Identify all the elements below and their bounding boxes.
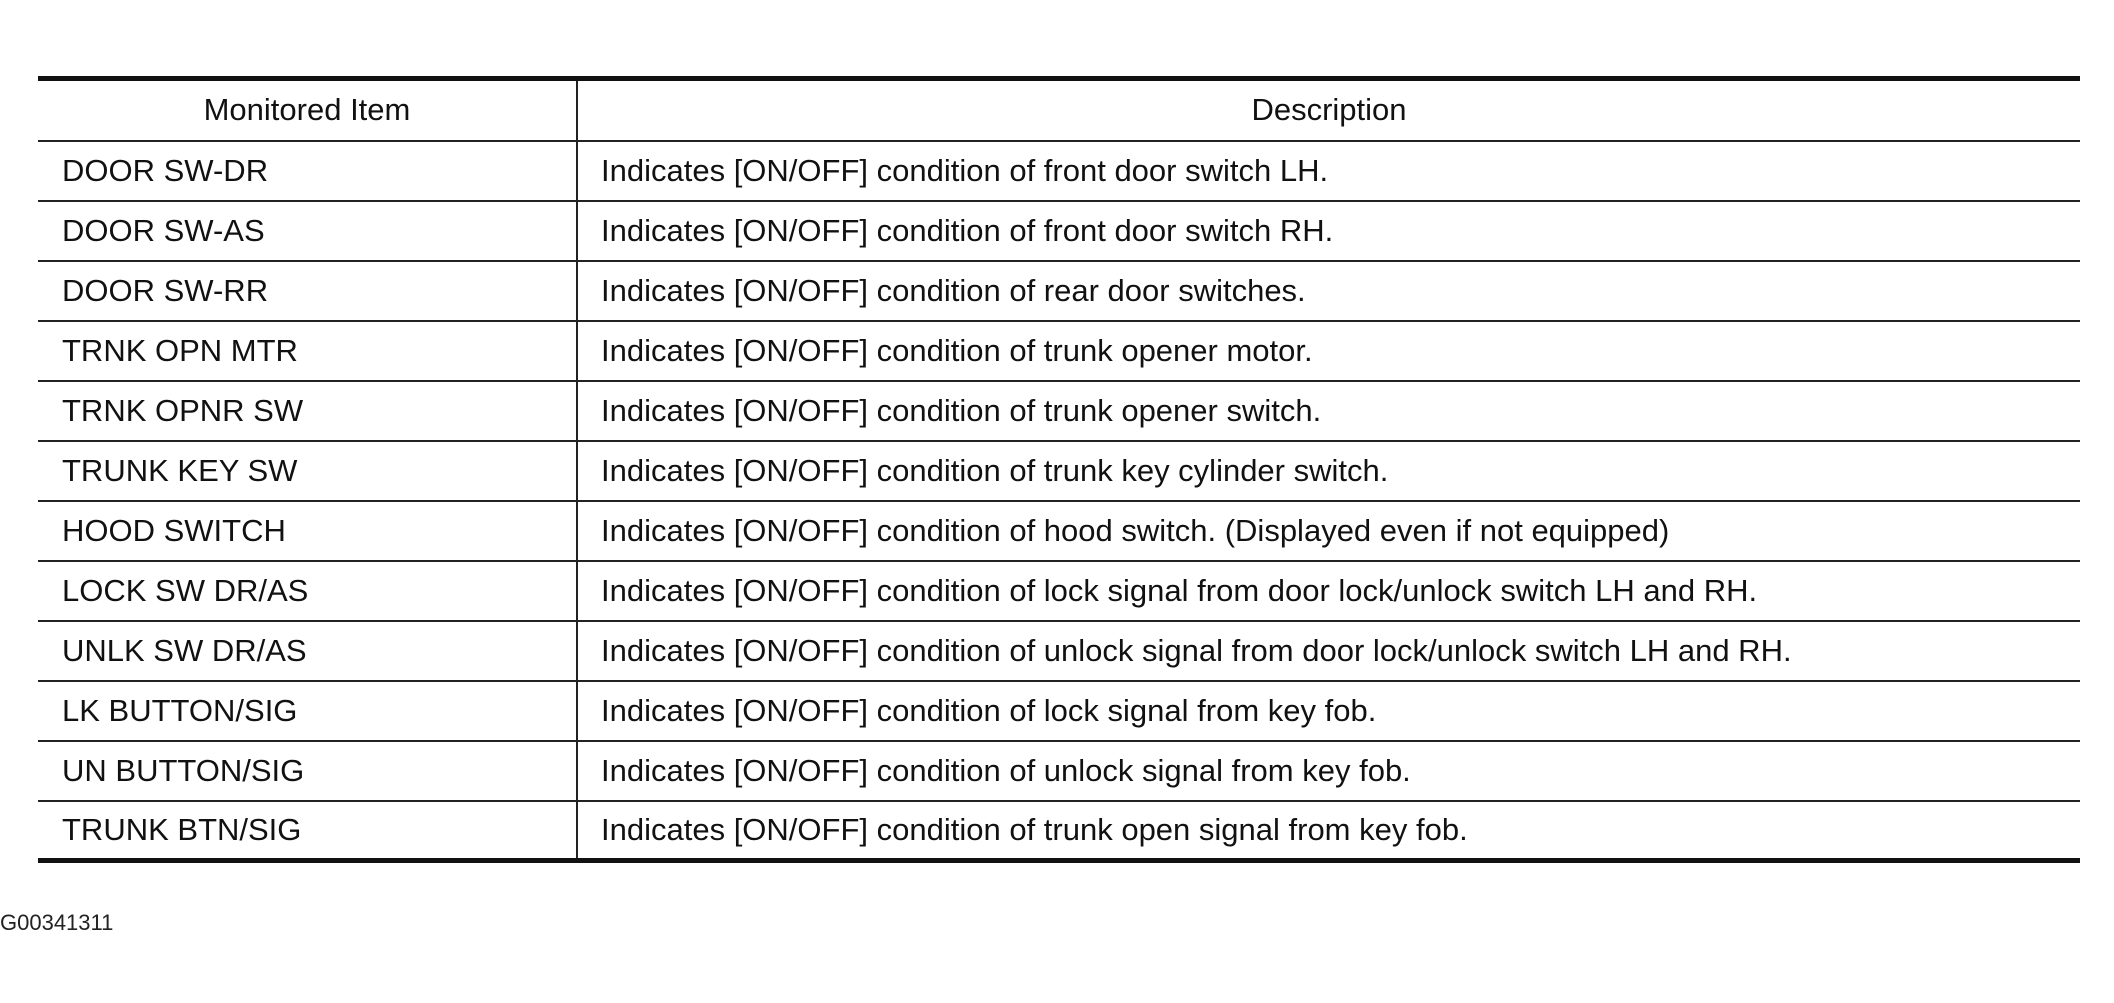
- monitored-item-cell: UN BUTTON/SIG: [38, 741, 577, 801]
- table-row: [38, 501, 2080, 561]
- table-row: [38, 621, 2080, 681]
- monitored-item-cell: DOOR SW-RR: [38, 261, 577, 321]
- monitored-items-table: [38, 76, 2080, 863]
- monitored-item-cell: DOOR SW-AS: [38, 201, 577, 261]
- table-row: [38, 561, 2080, 621]
- table-row: [38, 801, 2080, 861]
- description-cell: Indicates [ON/OFF] condition of trunk key cylinder switch.: [577, 441, 2080, 501]
- table-row: [38, 741, 2080, 801]
- header-monitored-item: Monitored Item: [38, 79, 577, 141]
- table-row: [38, 381, 2080, 441]
- monitored-item-cell: DOOR SW-DR: [38, 141, 577, 201]
- monitored-item-cell: TRNK OPN MTR: [38, 321, 577, 381]
- monitored-item-cell: LOCK SW DR/AS: [38, 561, 577, 621]
- header-description: Description: [577, 79, 2080, 141]
- monitored-item-cell: TRUNK BTN/SIG: [38, 801, 577, 861]
- table-header: [38, 79, 2080, 141]
- table-body: [38, 141, 2080, 861]
- description-cell: Indicates [ON/OFF] condition of trunk opener motor.: [577, 321, 2080, 381]
- table-row: [38, 681, 2080, 741]
- description-cell: Indicates [ON/OFF] condition of rear door switches.: [577, 261, 2080, 321]
- description-cell: Indicates [ON/OFF] condition of hood switch. (Displayed even if not equipped): [577, 501, 2080, 561]
- description-cell: Indicates [ON/OFF] condition of unlock signal from door lock/unlock switch LH and RH.: [577, 621, 2080, 681]
- figure-code: G00341311: [0, 910, 114, 935]
- table-row: [38, 321, 2080, 381]
- monitored-item-cell: HOOD SWITCH: [38, 501, 577, 561]
- table-row: [38, 441, 2080, 501]
- description-cell: Indicates [ON/OFF] condition of trunk opener switch.: [577, 381, 2080, 441]
- description-cell: Indicates [ON/OFF] condition of lock signal from door lock/unlock switch LH and RH.: [577, 561, 2080, 621]
- table-row: [38, 261, 2080, 321]
- description-cell: Indicates [ON/OFF] condition of front door switch RH.: [577, 201, 2080, 261]
- monitored-item-cell: UNLK SW DR/AS: [38, 621, 577, 681]
- table-row: [38, 141, 2080, 201]
- description-cell: Indicates [ON/OFF] condition of front door switch LH.: [577, 141, 2080, 201]
- monitored-item-cell: TRNK OPNR SW: [38, 381, 577, 441]
- monitored-item-cell: LK BUTTON/SIG: [38, 681, 577, 741]
- description-cell: Indicates [ON/OFF] condition of lock signal from key fob.: [577, 681, 2080, 741]
- description-cell: Indicates [ON/OFF] condition of unlock signal from key fob.: [577, 741, 2080, 801]
- table-row: [38, 201, 2080, 261]
- monitored-item-cell: TRUNK KEY SW: [38, 441, 577, 501]
- header-row: [38, 79, 2080, 141]
- description-cell: Indicates [ON/OFF] condition of trunk open signal from key fob.: [601, 811, 1468, 847]
